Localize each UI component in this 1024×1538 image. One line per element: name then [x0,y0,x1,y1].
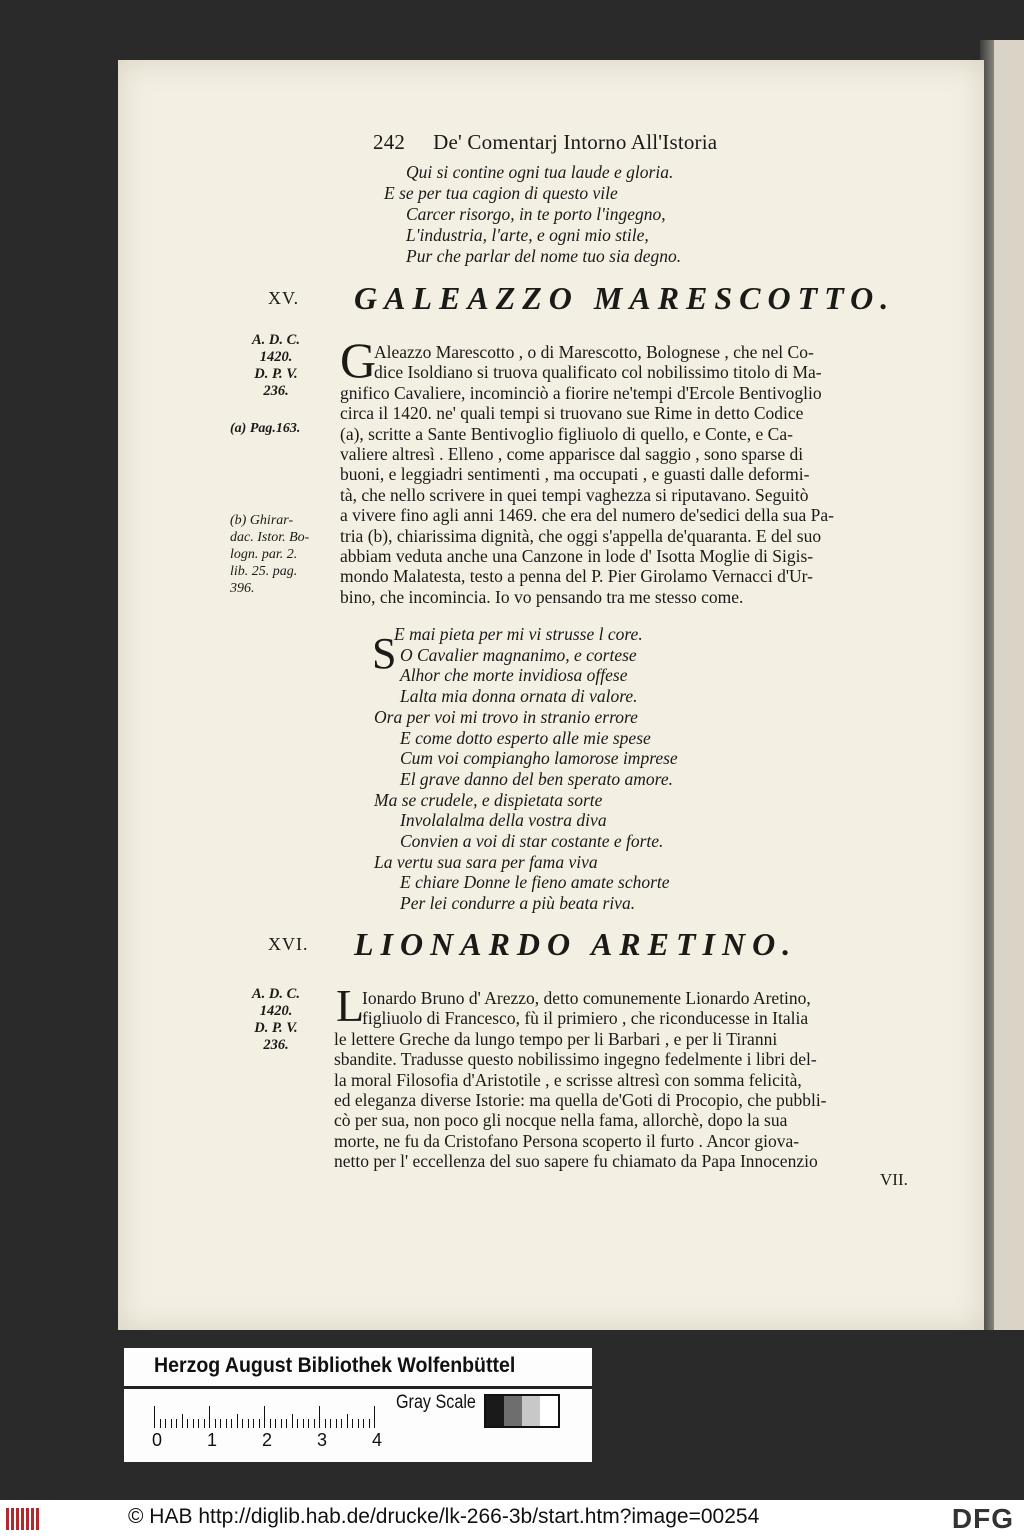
section-title: GALEAZZO MARESCOTTO. [354,280,896,316]
gray-swatch [504,1396,522,1426]
logo-bar [36,1508,39,1530]
ruler-tick [215,1419,216,1428]
ruler-tick [220,1419,221,1428]
margin-date-line: D. P. V. [254,366,298,382]
text-line: netto per l' eccellenza del suo sapere fu chiamato da Papa Innocenzio [334,1151,818,1172]
margin-ref-line: (b) Ghirar- [230,513,294,528]
hab-logo-icon [6,1508,42,1530]
running-head [373,130,717,155]
text-line: morte, ne fu da Cristofano Persona scoperto il furto . Ancor giova- [334,1130,800,1151]
text-line: gnifico Cavaliere, incominciò a fiorire ne'tempi d'Ercole Bentivoglio [340,382,822,403]
ruler-tick [319,1406,320,1428]
margin-ref-line: dac. Istor. Bo- [230,530,310,545]
logo-bar [21,1508,24,1530]
ruler-tick [259,1419,260,1428]
margin-ref-line: lib. 25. pag. [230,564,298,579]
text-line: cò per sua, non poco gli nocque nella fama, allorchè, dopo la sua [334,1110,788,1131]
poem-line: Alhor che morte invidiosa offese [400,665,628,686]
book-page [118,60,984,1330]
opening-verse [384,162,681,267]
text-line: ed eleganza diverse Istorie: ma quella de'Goti di Procopio, che pubbli- [334,1090,827,1111]
poem-drop-cap: S [372,629,397,678]
gray-scale-label: Gray Scale [396,1392,476,1413]
library-color-card [124,1348,592,1462]
margin-ref-line: 396. [230,581,255,596]
ruler-tick [171,1419,172,1428]
section-number: XV. [268,288,300,308]
text-line: figliuolo di Francesco, fù il primiero , che riconducesse in Italia [362,1008,809,1029]
verse-line: Carcer risorgo, in te porto l'ingegno, [406,204,666,224]
poem-line: La vertu sua sara per fama viva [374,851,598,872]
poem-line: Convien a voi di star costante e forte. [400,831,664,852]
gray-scale-swatches [484,1394,560,1428]
drop-cap: L [336,980,365,1031]
logo-bar [16,1508,19,1530]
margin-date-line: D. P. V. [254,1020,298,1036]
drop-cap: G [340,332,377,388]
ruler-tick [176,1419,177,1428]
ruler-tick [248,1419,249,1428]
poem-line: Ma se crudele, e dispietata sorte [374,789,603,810]
text-line: dice Isoldiano si truova qualificato col nobilissimo titolo di Ma- [374,362,822,383]
poem-line: Cum voi compiangho lamorose imprese [400,748,678,769]
ruler-tick [204,1419,205,1428]
text-line: bino, che incomincia. Io vo pensando tra me stesso come. [340,586,744,607]
ruler-tick [264,1406,265,1428]
text-line: la moral Filosofia d'Aristotile , e scrisse altresì con somma felicità, [334,1069,802,1090]
margin-dates [226,332,326,400]
margin-reference-a: (a) Pag.163. [230,421,301,436]
text-line: (a), scritte a Sante Bentivoglio figliuolo di quello, e Conte, e Ca- [340,423,793,444]
text-line: a vivere fino agli anni 1469. che era del numero de'sedici della sua Pa- [340,505,834,526]
running-title: De' Comentarj Intorno All'Istoria [433,130,718,154]
text-line: circa il 1420. ne' quali tempi si truovano sue Rime in detto Codice [340,403,804,424]
margin-date-line: A. D. C. [252,332,300,348]
ruler-tick [209,1406,210,1428]
ruler-tick [160,1419,161,1428]
card-divider [124,1386,592,1389]
ruler-number: 1 [207,1430,218,1450]
text-line: abbiam veduta anche una Canzone in lode d' Isotta Moglie di Sigis- [340,546,814,567]
ruler-tick [341,1419,342,1428]
poem-line: Lalta mia donna ornata di valore. [400,686,638,707]
ruler-tick [314,1419,315,1428]
verse-line: L'industria, l'arte, e ogni mio stile, [406,225,649,245]
section-number: XVI. [268,934,309,954]
ruler-tick [347,1414,348,1428]
margin-dates [226,986,326,1054]
text-line: buoni, e leggiadri sentimenti , ma occupati , e guasti dalle deformi- [340,464,810,485]
copyright-url[interactable]: © HAB http://diglib.hab.de/drucke/lk-266-3b/start.htm?image=00254 [128,1505,760,1528]
ruler-tick [325,1419,326,1428]
logo-bar [31,1508,34,1530]
ruler-tick [330,1419,331,1428]
ruler-number: 3 [317,1430,328,1450]
poem-line: Per lei condurre a più beata riva. [400,893,636,914]
text-line: tà, che nello scrivere in quei tempi vaghezza si riputavano. Seguitò [340,484,809,505]
ruler-tick [292,1414,293,1428]
poem-line: O Cavalier magnanimo, e cortese [400,644,637,665]
facing-page-edge [980,40,1024,1330]
library-name: Herzog August Bibliothek Wolfenbüttel [154,1354,516,1377]
section-title: LIONARDO ARETINO. [354,926,798,962]
ruler-tick [352,1419,353,1428]
body-paragraph [334,988,827,1172]
verse-line: E se per tua cagion di questo vile [384,183,618,203]
ruler-number: 4 [372,1430,383,1450]
margin-reference-b [230,512,309,597]
gray-swatch [522,1396,540,1426]
ruler-tick [187,1419,188,1428]
poem-line: El grave danno del ben sperato amore. [400,768,673,789]
ruler-tick [275,1419,276,1428]
ruler-tick [303,1419,304,1428]
ruler-tick [193,1419,194,1428]
gray-swatch [486,1396,504,1426]
verse-line: Pur che parlar del nome tuo sia degno. [406,246,682,266]
poem-line: E chiare Donne le fieno amate schorte [400,872,670,893]
ruler-tick [286,1419,287,1428]
gray-swatch [540,1396,558,1426]
text-line: tria (b), chiarissima dignità, che oggi s'appella de'quaranta. E del suo [340,525,822,546]
ruler-tick [363,1419,364,1428]
ruler-tick [374,1406,375,1428]
poem-line: Ora per voi mi trovo in stranio errore [374,706,638,727]
dfg-logo: DFG [951,1503,1014,1534]
ruler-tick [242,1419,243,1428]
page-number: 242 [373,130,406,154]
measurement-ruler [154,1406,384,1428]
text-line: Aleazzo Marescotto , o di Marescotto, Bolognese , che nel Co- [374,342,814,362]
ruler-tick [336,1419,337,1428]
margin-date-line: A. D. C. [252,986,300,1002]
ruler-tick [369,1419,370,1428]
ruler-tick [154,1406,155,1428]
ruler-tick [226,1419,227,1428]
ruler-number: 0 [152,1430,163,1450]
poem-line: Involalalma della vostra diva [400,810,607,831]
ruler-tick [165,1419,166,1428]
footer-bar [0,1500,1024,1538]
poem-line: E come dotto esperto alle mie spese [400,727,651,748]
margin-ref-line: logn. par. 2. [230,547,298,562]
poem-line: E mai pieta per mi vi strusse l core. [394,624,643,644]
logo-bar [6,1508,9,1530]
body-paragraph [340,342,834,607]
margin-date-line: 236. [263,383,289,399]
text-line: Ionardo Bruno d' Arezzo, detto comunemente Lionardo Aretino, [362,988,811,1008]
ruler-tick [253,1419,254,1428]
logo-bar [26,1508,29,1530]
text-line: sbandite. Tradusse questo nobilissimo ingegno fedelmente i libri del- [334,1049,817,1070]
ruler-tick [281,1419,282,1428]
text-line: le lettere Greche da lungo tempo per li Barbari , e per li Tiranni [334,1028,778,1049]
ruler-tick [231,1419,232,1428]
ruler-tick [182,1414,183,1428]
logo-bar [11,1508,14,1530]
margin-date-line: 236. [263,1037,289,1053]
text-line: mondo Malatesta, testo a penna del P. Pier Girolamo Vernacci d'Ur- [340,566,813,587]
ruler-tick [358,1419,359,1428]
verse-line: Qui si contine ogni tua laude e gloria. [406,162,674,182]
margin-date-line: 1420. [259,349,293,365]
text-line: valiere altresì . Elleno , come apparisce dal saggio , sono sparse di [340,444,804,465]
catchword: VII. [880,1170,908,1189]
ruler-number: 2 [262,1430,273,1450]
poem [374,624,678,914]
ruler-tick [198,1419,199,1428]
ruler-tick [297,1419,298,1428]
margin-date-line: 1420. [259,1003,293,1019]
ruler-tick [237,1414,238,1428]
ruler-tick [270,1419,271,1428]
ruler-tick [308,1419,309,1428]
